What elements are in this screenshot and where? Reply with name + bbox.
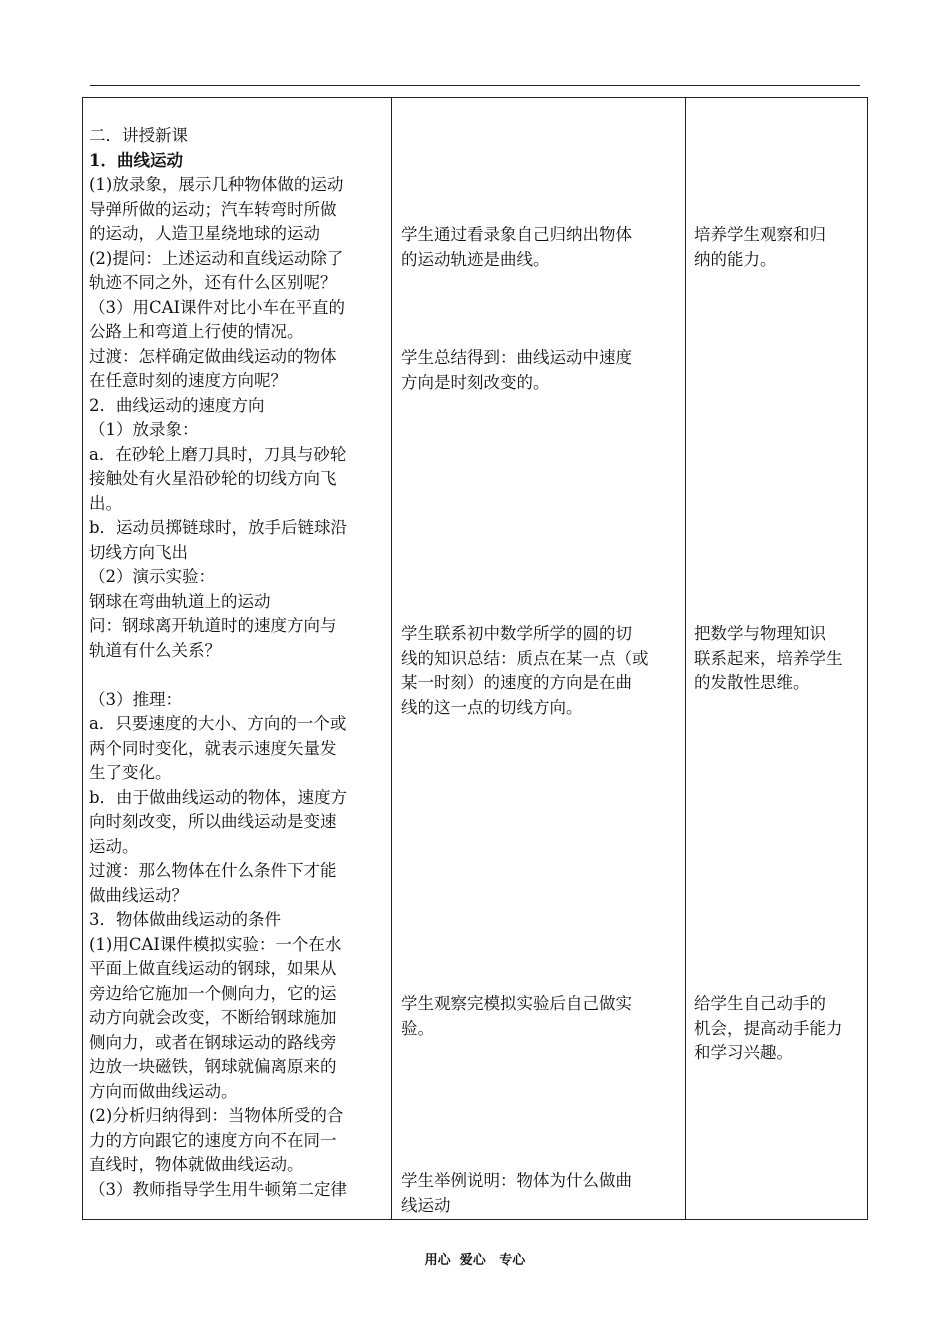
student-activity-block [401, 346, 685, 395]
text-line: 的发散性思维。 [694, 673, 810, 692]
text-line: 向时刻改变，所以曲线运动是变速 [89, 812, 337, 831]
design-intent-block [694, 622, 864, 696]
text-line: a．只要速度的大小、方向的一个或 [89, 714, 347, 733]
text-line: (1)放录象，展示几种物体做的运动 [89, 175, 344, 194]
text-line: 培养学生观察和归 [694, 225, 826, 244]
text-line: 过渡：那么物体在什么条件下才能 [89, 861, 337, 880]
text-line: 公路上和弯道上行使的情况。 [89, 322, 304, 341]
text-line: 轨道有什么关系？ [89, 640, 221, 660]
text-line: 1．曲线运动 [89, 150, 183, 170]
text-line: 两个同时变化，就表示速度矢量发 [89, 738, 337, 758]
text-line: 学生总结得到：曲线运动中速度 [401, 348, 632, 367]
text-line: 过渡：怎样确定做曲线运动的物体 [89, 346, 337, 366]
text-line: 出。 [89, 493, 122, 513]
text-line: (2)分析归纳得到：当物体所受的合 [89, 1106, 344, 1125]
column-divider-1 [391, 98, 392, 1219]
text-line: 侧向力，或者在钢球运动的路线旁 [89, 1032, 337, 1052]
text-line: 方向是时刻改变的。 [401, 372, 550, 392]
teaching-process-text [89, 124, 389, 1202]
text-line: 机会，提高动手能力 [694, 1018, 843, 1038]
text-line: b．由于做曲线运动的物体，速度方 [89, 787, 348, 807]
text-line: 旁边给它施加一个侧向力，它的运 [89, 983, 337, 1003]
text-line: 在任意时刻的速度方向呢？ [89, 371, 287, 390]
text-line: 问：钢球离开轨道时的速度方向与 [89, 616, 337, 635]
text-line: 切线方向飞出 [89, 542, 188, 562]
teaching-process-column [89, 98, 389, 1219]
text-line: 运动。 [89, 836, 139, 856]
text-line: 平面上做直线运动的钢球，如果从 [89, 959, 337, 978]
design-intent-block [694, 223, 864, 272]
text-line: （3）教师指导学生用牛顿第二定律 [89, 1179, 347, 1199]
student-activity-block [401, 1169, 685, 1218]
text-line: 联系起来，培养学生 [694, 648, 843, 668]
text-line: 直线时，物体就做曲线运动。 [89, 1155, 304, 1174]
student-activity-block [401, 223, 685, 272]
text-line: 学生举例说明：物体为什么做曲 [401, 1171, 632, 1190]
text-line: 2．曲线运动的速度方向 [89, 395, 265, 415]
lesson-plan-table [82, 97, 868, 1220]
text-line: 的运动，人造卫星绕地球的运动 [89, 224, 320, 243]
text-line: 导弹所做的运动；汽车转弯时所做 [89, 199, 337, 219]
text-line: a．在砂轮上磨刀具时，刀具与砂轮 [89, 444, 347, 464]
text-line: 给学生自己动手的 [694, 994, 826, 1013]
text-line: 接触处有火星沿砂轮的切线方向飞 [89, 469, 337, 488]
text-line: 纳的能力。 [694, 249, 777, 269]
text-line: 的运动轨迹是曲线。 [401, 249, 550, 269]
text-line: （1）放录象： [89, 420, 199, 439]
text-line: 学生联系初中数学所学的圆的切 [401, 624, 632, 643]
text-line: 做曲线运动？ [89, 885, 188, 905]
student-activity-column [401, 98, 685, 1219]
text-line: 边放一块磁铁，钢球就偏离原来的 [89, 1057, 337, 1076]
text-line: 动方向就会改变，不断给钢球施加 [89, 1008, 337, 1027]
text-line: 把数学与物理知识 [694, 624, 826, 643]
text-line: 和学习兴趣。 [694, 1043, 793, 1062]
page-footer: 用心 爱心 专心 [424, 1253, 526, 1268]
text-line: 学生观察完模拟实验后自己做实 [401, 994, 632, 1013]
column-divider-2 [685, 98, 686, 1219]
text-line: b．运动员掷链球时，放手后链球沿 [89, 518, 348, 537]
text-line: 学生通过看录象自己归纳出物体 [401, 225, 632, 244]
student-activity-block [401, 992, 685, 1041]
design-intent-column [694, 98, 864, 1219]
text-line: （3）用CAI课件对比小车在平直的 [89, 297, 346, 317]
text-line: 3．物体做曲线运动的条件 [89, 910, 281, 929]
text-line: 力的方向跟它的速度方向不在同一 [89, 1130, 337, 1150]
text-line: （2）演示实验： [89, 567, 215, 586]
text-line: （3）推理： [89, 689, 182, 709]
text-line: 轨迹不同之外，还有什么区别呢？ [89, 273, 337, 292]
design-intent-block [694, 992, 864, 1066]
header-rule [90, 85, 860, 86]
student-activity-block [401, 622, 685, 720]
text-line: 某一时刻）的速度的方向是在曲 [401, 673, 632, 692]
text-line: 验。 [401, 1018, 434, 1038]
text-line: 二．讲授新课 [89, 126, 188, 145]
text-line: 线的知识总结：质点在某一点（或 [401, 648, 649, 668]
text-line: (2)提问：上述运动和直线运动除了 [89, 248, 344, 268]
text-line [89, 663, 389, 688]
text-line: 线运动 [401, 1195, 451, 1215]
text-line: 方向而做曲线运动。 [89, 1081, 238, 1101]
text-line: 生了变化。 [89, 763, 172, 782]
text-line: 钢球在弯曲轨道上的运动 [89, 591, 271, 611]
text-line: 线的这一点的切线方向。 [401, 697, 583, 717]
text-line: (1)用CAI课件模拟实验：一个在水 [89, 934, 342, 954]
